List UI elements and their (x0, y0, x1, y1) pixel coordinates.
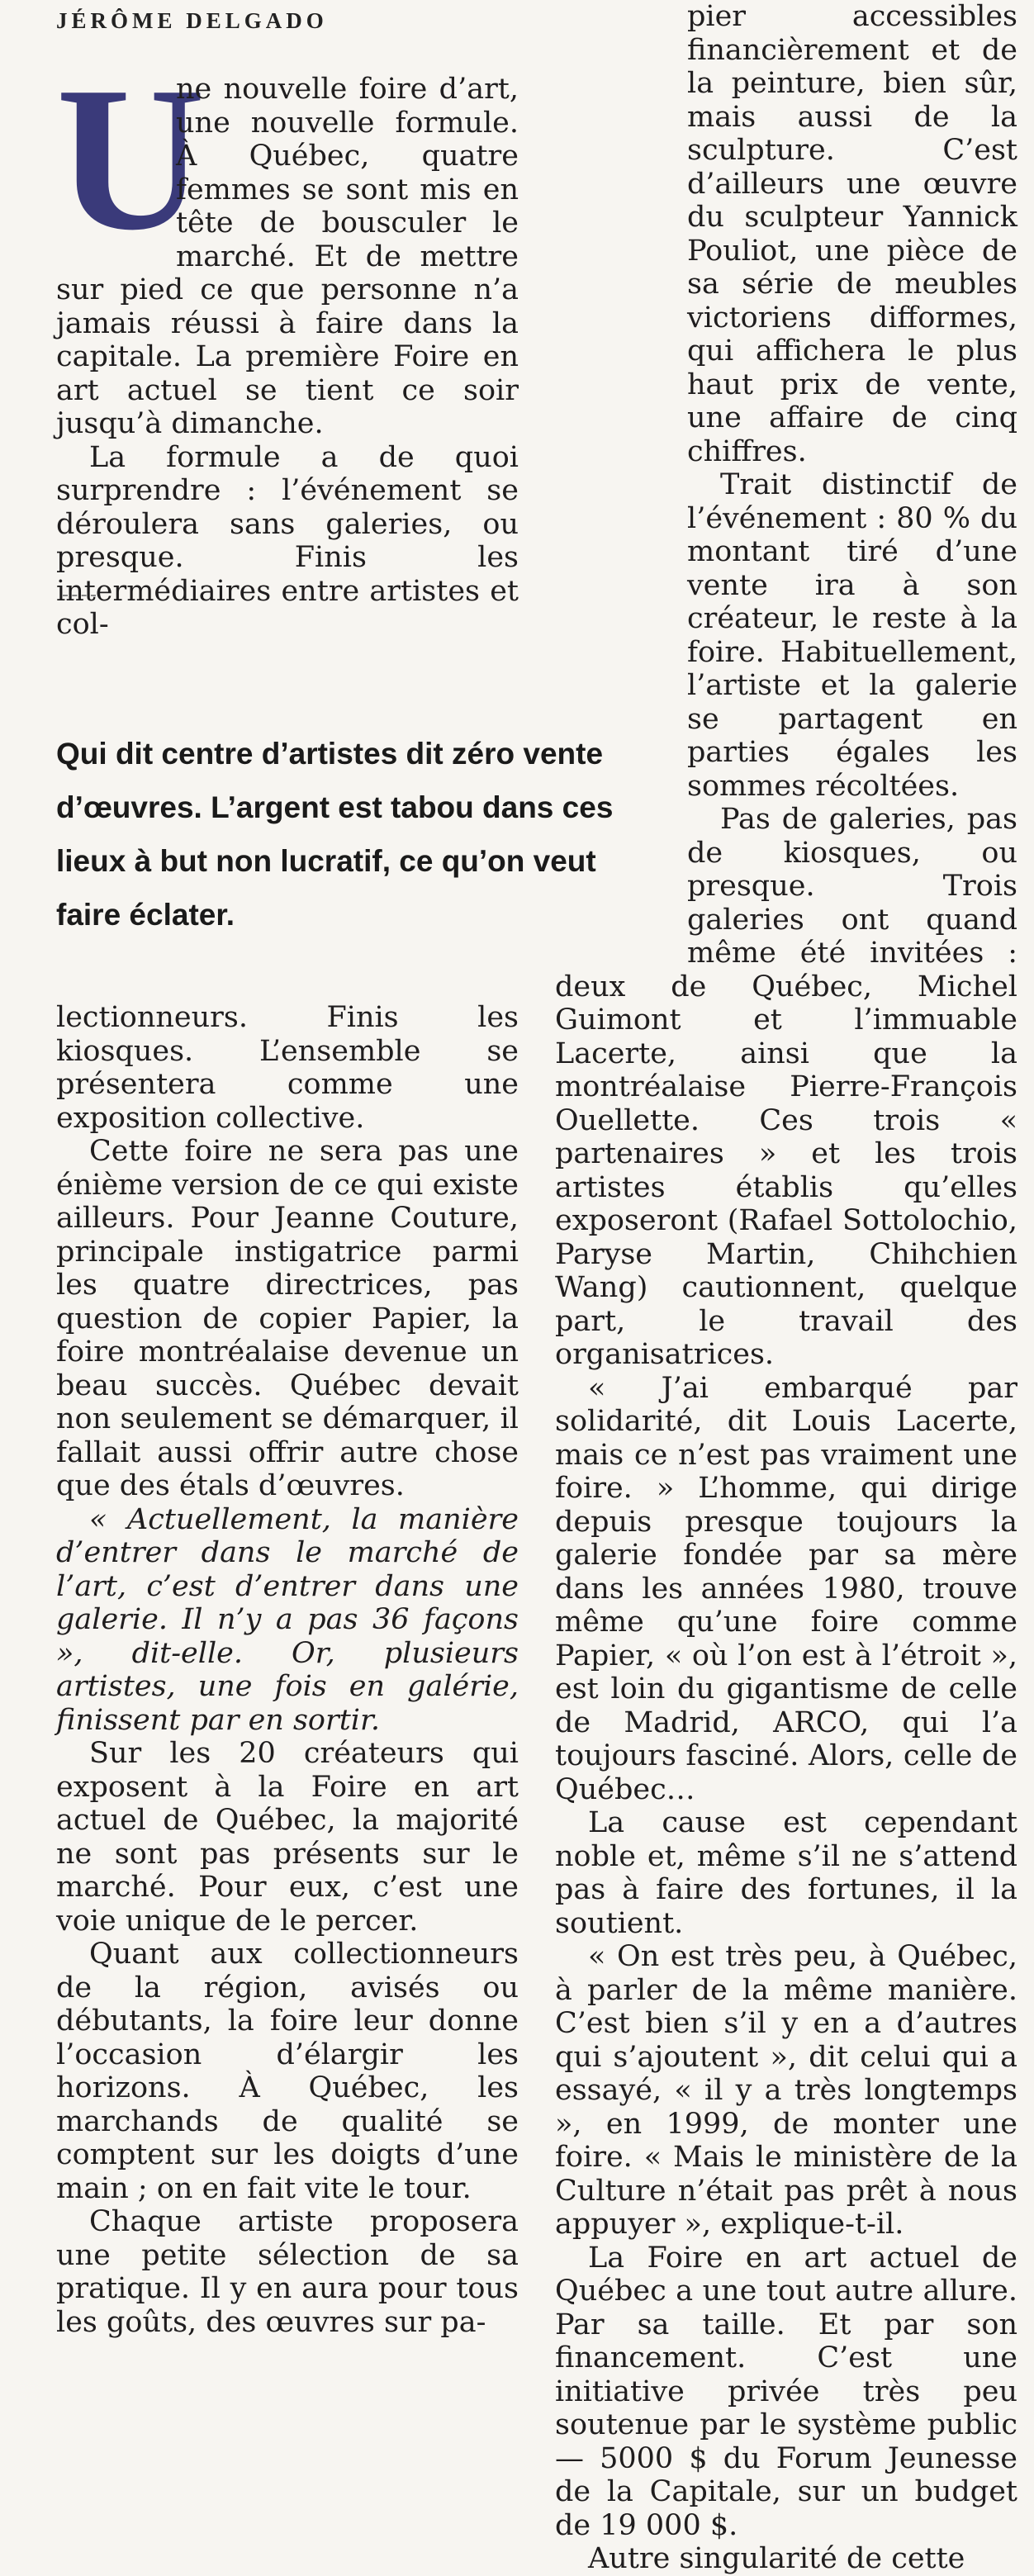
dropcap: U (56, 45, 206, 273)
left-text-bottom (56, 1001, 519, 2339)
right-text (555, 0, 1017, 2576)
pull-quote: Qui dit centre d’artistes dit zéro vente d’œuvres. L’argent est tabou dans ces lieux à but non lucratif, ce qu’on veut faire éclater. (56, 737, 614, 932)
quote-paragraph: « J’ai embarqué par solidarité, dit Louis Lacerte, mais ce n’est pas vraiment une foire. » L’homme, qui dirige depuis presque toujours la galerie fondée par sa mère dans les années 1980, trouve même qu’une foire comme Papier, « où l’on est à l’étroit », est loin du gigantisme de celle de Madrid, ARCO, qui l’a toujours fasciné. Alors, celle de Québec… (555, 1371, 1017, 1806)
paragraph: La cause est cependant noble et, même s’il ne s’attend pas à faire des fortunes, il la soutient. (555, 1806, 1017, 1940)
paragraph: Sur les 20 créateurs qui exposent à la Foire en art actuel de Québec, la majorité ne sont pas présents sur le marché. Pour eux, c’est une voie unique de le percer. (56, 1737, 519, 1938)
paragraph: Trait distinctif de l’événement : 80 % du montant tiré d’une vente ira à son créateur, le reste à la foire. Habituellement, l’artiste et la galerie se partagent en parties égales les sommes récoltées. (687, 468, 1017, 803)
margin-mark (63, 595, 96, 596)
paragraph: Pas de galeries, pas de kiosques, ou presque. Trois galeries ont quand même été invitées : deux de Québec, Michel Guimont et l’immuable Lacerte, ainsi que la montréalaise Pierre-François Ouellette. Ces trois « partenaires » et les trois artistes établis qu’elles exposeront (Rafael Sottolochio, Paryse Martin, Chihchien Wang) cautionnent, quelque part, le travail des organisatrices. (555, 803, 1017, 1371)
paragraph: Autre singularité de cette (588, 2542, 965, 2575)
paragraph: Quant aux collectionneurs de la région, avisés ou débutants, la foire leur donne l’occasion d’élargir les horizons. À Québec, les marchands de qualité se comptent sur les doigts d’une main ; on en fait vite le tour. (56, 1938, 519, 2205)
paragraph: La formule a de quoi surprendre : l’événement se déroulera sans galeries, ou presque. Finis les intermédiaires entre artistes et col- (56, 440, 519, 641)
quote-paragraph: « On est très peu, à Québec, à parler de la même manière. C’est bien s’il y en a d’autres qui s’ajoutent », dit celui qui a essayé, « il y a très longtemps », en 1999, de monter une foire. « Mais le ministère de la Culture n’était pas prêt à nous appuyer », explique-t-il. (555, 1940, 1017, 2241)
paragraph: La Foire en art actuel de Québec a une tout autre allure. Par sa taille. Et par son financement. C’est une initiative privée très peu soutenue par le système public — 5000 $ du Forum Jeunesse de la Capitale, sur un budget de 19 000 $. (555, 2241, 1017, 2542)
paragraph: Chaque artiste proposera une petite sélection de sa pratique. Il y en aura pour tous les goûts, des œuvres sur pa- (56, 2205, 519, 2339)
paragraph: pier accessibles financièrement et de la peinture, bien sûr, mais aussi de la sculpture. C’est d’ailleurs une œuvre du sculpteur Yannick Pouliot, une pièce de sa série de meubles victoriens difformes, qui affichera le plus haut prix de vente, une affaire de cinq chiffres. (687, 0, 1017, 468)
paragraph: lectionneurs. Finis les kiosques. L’ensemble se présentera comme une exposition collective. (56, 1001, 519, 1135)
paragraph: Cette foire ne sera pas une énième version de ce qui existe ailleurs. Pour Jeanne Couture, principale instigatrice parmi les quatre directrices, pas question de copier Papier, la foire montréalaise devenue un beau succès. Québec devait non seulement se démarquer, il fallait aussi offrir autre chose que des étals d’œuvres. (56, 1135, 519, 1502)
quote-paragraph: « Actuellement, la manière d’entrer dans le marché de l’art, c’est d’entrer dans une galerie. Il n’y a pas 36 façons », dit-elle. Or, plusieurs artistes, une fois en galérie, finissent par en sortir. (56, 1502, 519, 1737)
paragraph: ne nouvelle foire d’art, une nouvelle formule. À Québec, quatre femmes se sont mis en tête de bousculer le marché. Et de mettre sur pied ce que personne n’a jamais réussi à faire dans la capitale. La première Foire en art actuel se tient ce soir jusqu’à dimanche. (56, 73, 519, 440)
byline: JÉRÔME DELGADO (56, 8, 328, 33)
left-text-top (56, 45, 519, 642)
